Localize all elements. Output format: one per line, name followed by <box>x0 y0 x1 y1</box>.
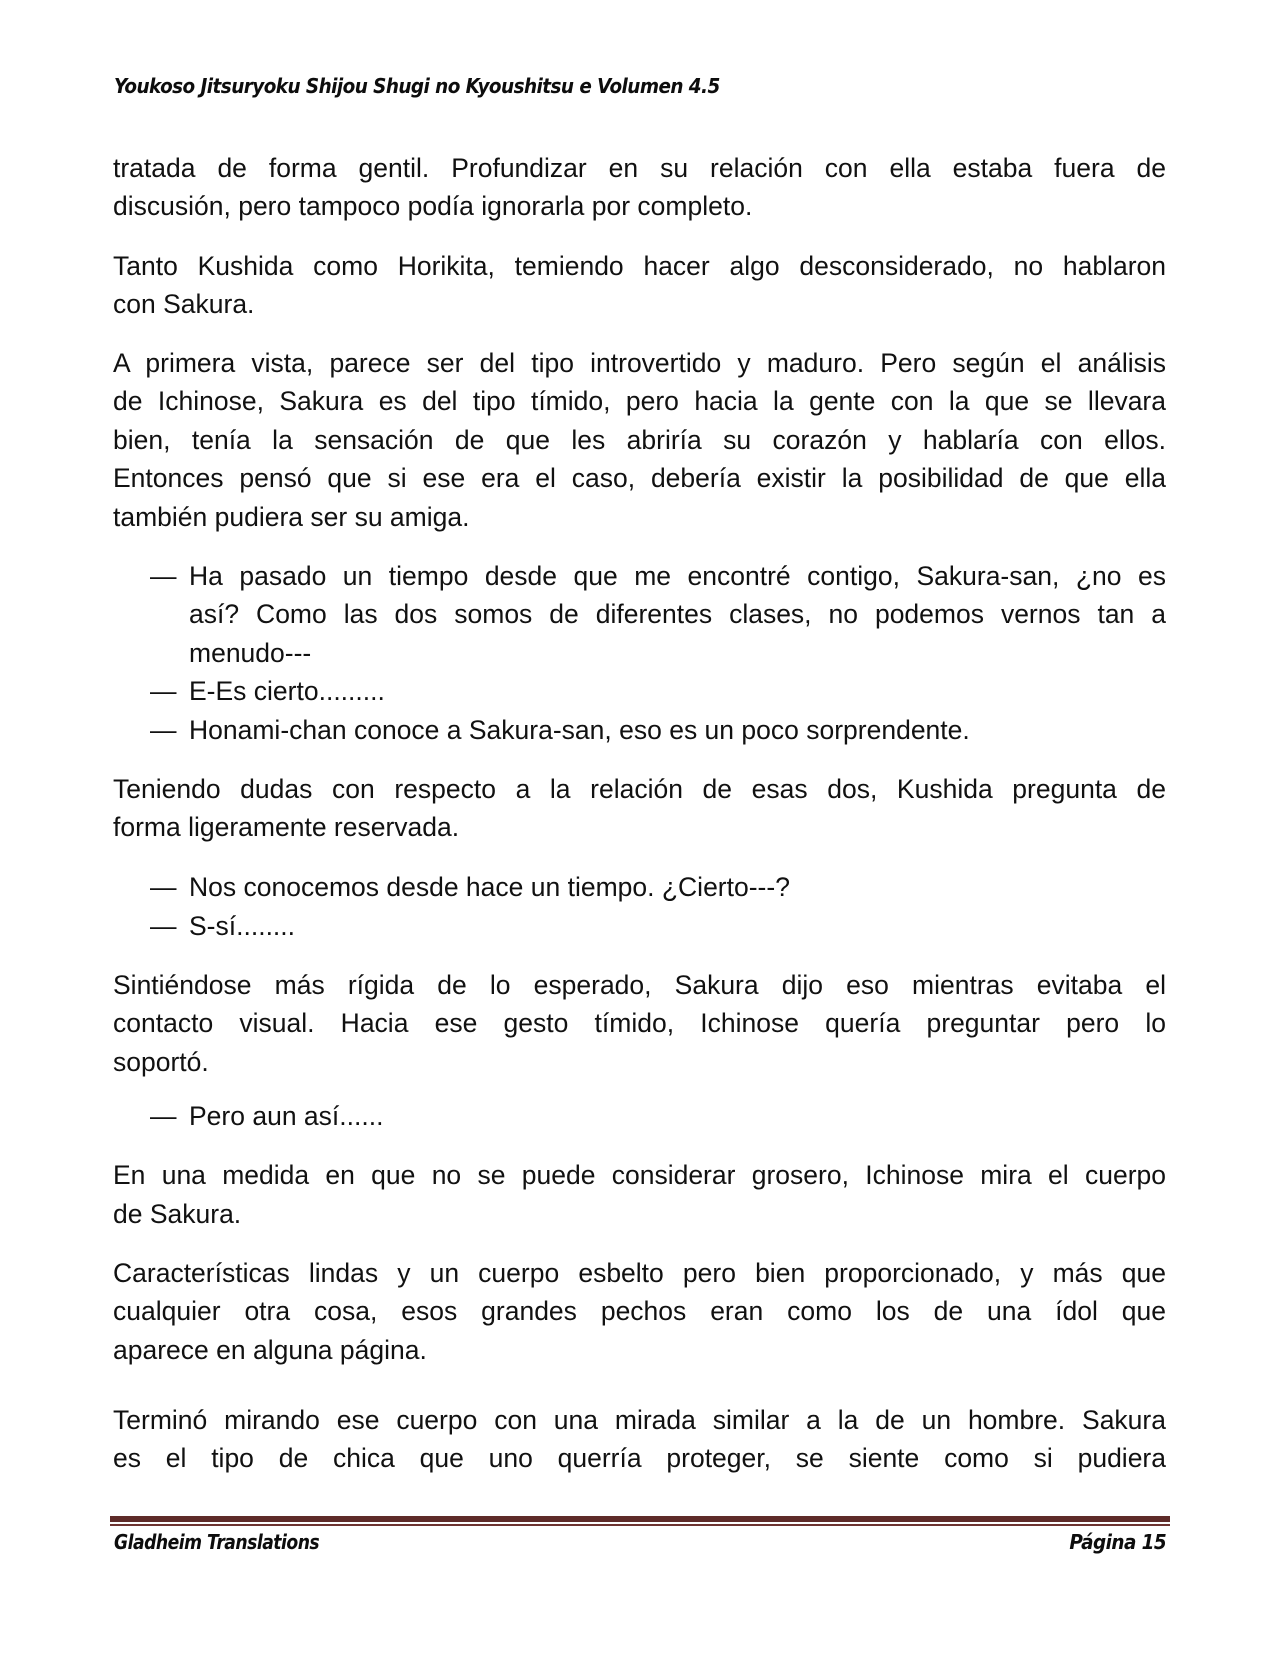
dialogue-line <box>150 910 1166 942</box>
dialogue-line <box>150 714 1166 746</box>
line-text: aparece en alguna página. <box>113 1335 427 1365</box>
paragraph-line <box>113 152 1166 184</box>
footer-divider <box>110 1516 1170 1526</box>
line-text: Tanto Kushida como Horikita, temiendo hacer algo desconsiderado, no hablaron <box>113 251 1166 281</box>
paragraph-line <box>113 1334 1166 1366</box>
dialogue-line <box>189 598 1166 630</box>
dialogue-line <box>189 637 1166 669</box>
footer-translator-credit: Gladheim Translations <box>114 1530 320 1554</box>
dialogue-dash: — <box>150 872 177 902</box>
line-text: Ha pasado un tiempo desde que me encontré contigo, Sakura-san, ¿no es <box>189 561 1166 591</box>
paragraph-line <box>113 1159 1166 1191</box>
line-text: Teniendo dudas con respecto a la relación de esas dos, Kushida pregunta de <box>113 774 1166 804</box>
dialogue-line <box>150 1100 1166 1132</box>
paragraph-line <box>113 1046 1166 1078</box>
line-text: E-Es cierto......... <box>189 676 385 706</box>
paragraph-line <box>113 250 1166 282</box>
footer-page-number: Página 15 <box>1069 1530 1166 1554</box>
dialogue-line <box>150 675 1166 707</box>
line-text: cualquier otra cosa, esos grandes pechos eran como los de una ídol que <box>113 1296 1166 1326</box>
line-text: En una medida en que no se puede considerar grosero, Ichinose mira el cuerpo <box>113 1160 1166 1190</box>
dialogue-dash: — <box>150 676 177 706</box>
line-text: forma ligeramente reservada. <box>113 812 460 842</box>
paragraph-line <box>113 385 1166 417</box>
line-text: Sintiéndose más rígida de lo esperado, Sakura dijo eso mientras evitaba el <box>113 970 1166 1000</box>
line-text: A primera vista, parece ser del tipo introvertido y maduro. Pero según el análisis <box>113 348 1166 378</box>
line-text: Nos conocemos desde hace un tiempo. ¿Cierto---? <box>189 872 790 902</box>
line-text: bien, tenía la sensación de que les abriría su corazón y hablaría con ellos. <box>113 425 1166 455</box>
line-text: menudo--- <box>189 638 312 668</box>
paragraph-line <box>113 773 1166 805</box>
dialogue-dash: — <box>150 911 177 941</box>
paragraph-line <box>113 1007 1166 1039</box>
line-text: de Ichinose, Sakura es del tipo tímido, pero hacia la gente con la que se llevara <box>113 386 1166 416</box>
footer-divider-thick <box>110 1516 1170 1522</box>
dialogue-line <box>150 871 1166 903</box>
line-text: Entonces pensó que si ese era el caso, debería existir la posibilidad de que ella <box>113 463 1166 493</box>
dialogue-line <box>150 560 1166 592</box>
dialogue-dash: — <box>150 1101 177 1131</box>
line-text: Terminó mirando ese cuerpo con una mirada similar a la de un hombre. Sakura <box>113 1405 1166 1435</box>
line-text: contacto visual. Hacia ese gesto tímido, Ichinose quería preguntar pero lo <box>113 1008 1166 1038</box>
paragraph-line <box>113 424 1166 456</box>
line-text: Pero aun así...... <box>189 1101 384 1131</box>
line-text: soportó. <box>113 1047 209 1077</box>
paragraph-line <box>113 1257 1166 1289</box>
paragraph-line <box>113 1442 1166 1474</box>
paragraph-line <box>113 811 1166 843</box>
line-text: de Sakura. <box>113 1199 242 1229</box>
paragraph-line <box>113 969 1166 1001</box>
line-text: Honami-chan conoce a Sakura-san, eso es un poco sorprendente. <box>189 715 970 745</box>
dialogue-dash: — <box>150 561 177 591</box>
paragraph-line <box>113 288 1166 320</box>
dialogue-dash: — <box>150 715 177 745</box>
paragraph-line <box>113 501 1166 533</box>
paragraph-line <box>113 462 1166 494</box>
line-text: con Sakura. <box>113 289 255 319</box>
paragraph-line <box>113 347 1166 379</box>
line-text: Características lindas y un cuerpo esbelto pero bien proporcionado, y más que <box>113 1258 1166 1288</box>
paragraph-line <box>113 1404 1166 1436</box>
footer-divider-thin <box>110 1524 1170 1526</box>
paragraph-line <box>113 1295 1166 1327</box>
page-header-title: Youkoso Jitsuryoku Shijou Shugi no Kyoushitsu e Volumen 4.5 <box>114 74 720 98</box>
line-text: discusión, pero tampoco podía ignorarla por completo. <box>113 191 753 221</box>
line-text: S-sí........ <box>189 911 296 941</box>
line-text: es el tipo de chica que uno querría proteger, se siente como si pudiera <box>113 1443 1166 1473</box>
paragraph-line <box>113 190 1166 222</box>
line-text: también pudiera ser su amiga. <box>113 502 470 532</box>
line-text: así? Como las dos somos de diferentes clases, no podemos vernos tan a <box>189 599 1166 629</box>
paragraph-line <box>113 1198 1166 1230</box>
line-text: tratada de forma gentil. Profundizar en su relación con ella estaba fuera de <box>113 153 1166 183</box>
